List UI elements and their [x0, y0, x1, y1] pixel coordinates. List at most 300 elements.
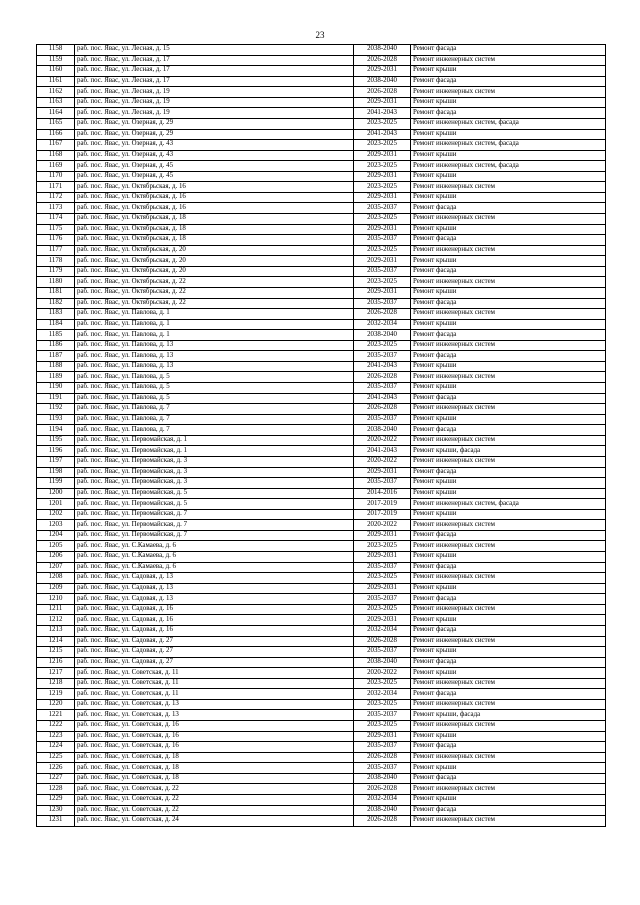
row-number-cell: 1185 [37, 330, 75, 341]
address-cell: раб. пос. Явас, ул. Октябрьская, д. 20 [75, 256, 354, 267]
period-cell: 2029-2031 [354, 552, 411, 563]
table-row [37, 763, 606, 774]
row-number-cell: 1224 [37, 742, 75, 753]
period-cell: 2023-2025 [354, 182, 411, 193]
period-cell: 2023-2025 [354, 245, 411, 256]
address-cell: раб. пос. Явас, ул. Первомайская, д. 7 [75, 530, 354, 541]
period-cell: 2023-2025 [354, 161, 411, 172]
address-cell: раб. пос. Явас, ул. Озерная, д. 45 [75, 161, 354, 172]
period-cell: 2026-2028 [354, 404, 411, 415]
table-row [37, 340, 606, 351]
row-number-cell: 1197 [37, 456, 75, 467]
table-row [37, 552, 606, 563]
address-cell: раб. пос. Явас, ул. Советская, д. 11 [75, 668, 354, 679]
work-type-cell: Ремонт инженерных систем [411, 604, 606, 615]
row-number-cell: 1228 [37, 784, 75, 795]
table-row [37, 118, 606, 129]
period-cell: 2023-2025 [354, 721, 411, 732]
address-cell: раб. пос. Явас, ул. Первомайская, д. 3 [75, 467, 354, 478]
work-type-cell: Ремонт крыши [411, 97, 606, 108]
work-type-cell: Ремонт крыши [411, 668, 606, 679]
row-number-cell: 1181 [37, 287, 75, 298]
row-number-cell: 1208 [37, 573, 75, 584]
address-cell: раб. пос. Явас, ул. Первомайская, д. 1 [75, 446, 354, 457]
table-row [37, 594, 606, 605]
address-cell: раб. пос. Явас, ул. Советская, д. 11 [75, 689, 354, 700]
period-cell: 2035-2037 [354, 383, 411, 394]
work-type-cell: Ремонт фасада [411, 330, 606, 341]
row-number-cell: 1168 [37, 150, 75, 161]
work-type-cell: Ремонт инженерных систем [411, 309, 606, 320]
table-row [37, 467, 606, 478]
work-type-cell: Ремонт крыши [411, 66, 606, 77]
table-row [37, 784, 606, 795]
table-row [37, 192, 606, 203]
work-type-cell: Ремонт инженерных систем [411, 573, 606, 584]
period-cell: 2023-2025 [354, 140, 411, 151]
table-row [37, 668, 606, 679]
work-type-cell: Ремонт инженерных систем [411, 541, 606, 552]
work-type-cell: Ремонт крыши [411, 583, 606, 594]
work-type-cell: Ремонт инженерных систем, фасада [411, 161, 606, 172]
row-number-cell: 1231 [37, 816, 75, 827]
row-number-cell: 1221 [37, 710, 75, 721]
address-cell: раб. пос. Явас, ул. Садовая, д. 27 [75, 657, 354, 668]
row-number-cell: 1189 [37, 372, 75, 383]
row-number-cell: 1162 [37, 87, 75, 98]
period-cell: 2029-2031 [354, 530, 411, 541]
work-type-cell: Ремонт инженерных систем [411, 372, 606, 383]
period-cell: 2032-2034 [354, 794, 411, 805]
work-type-cell: Ремонт крыши [411, 192, 606, 203]
address-cell: раб. пос. Явас, ул. Озерная, д. 45 [75, 171, 354, 182]
row-number-cell: 1220 [37, 699, 75, 710]
period-cell: 2029-2031 [354, 467, 411, 478]
work-type-cell: Ремонт фасада [411, 467, 606, 478]
row-number-cell: 1206 [37, 552, 75, 563]
period-cell: 2023-2025 [354, 573, 411, 584]
period-cell: 2035-2037 [354, 414, 411, 425]
address-cell: раб. пос. Явас, ул. Садовая, д. 27 [75, 636, 354, 647]
address-cell: раб. пос. Явас, ул. Советская, д. 22 [75, 784, 354, 795]
address-cell: раб. пос. Явас, ул. Первомайская, д. 1 [75, 435, 354, 446]
period-cell: 2032-2034 [354, 689, 411, 700]
period-cell: 2017-2019 [354, 499, 411, 510]
row-number-cell: 1219 [37, 689, 75, 700]
period-cell: 2023-2025 [354, 678, 411, 689]
table-row [37, 752, 606, 763]
row-number-cell: 1180 [37, 277, 75, 288]
row-number-cell: 1190 [37, 383, 75, 394]
address-cell: раб. пос. Явас, ул. Павлова, д. 1 [75, 319, 354, 330]
period-cell: 2035-2037 [354, 478, 411, 489]
period-cell: 2029-2031 [354, 66, 411, 77]
row-number-cell: 1169 [37, 161, 75, 172]
address-cell: раб. пос. Явас, ул. Озерная, д. 43 [75, 150, 354, 161]
work-type-cell: Ремонт крыши [411, 256, 606, 267]
address-cell: раб. пос. Явас, ул. Лесная, д. 19 [75, 108, 354, 119]
work-type-cell: Ремонт крыши [411, 488, 606, 499]
table-row [37, 816, 606, 827]
period-cell: 2035-2037 [354, 203, 411, 214]
row-number-cell: 1182 [37, 298, 75, 309]
address-cell: раб. пос. Явас, ул. Павлова, д. 1 [75, 330, 354, 341]
work-type-cell: Ремонт крыши [411, 794, 606, 805]
row-number-cell: 1164 [37, 108, 75, 119]
table-row [37, 319, 606, 330]
table-row [37, 636, 606, 647]
row-number-cell: 1222 [37, 721, 75, 732]
row-number-cell: 1217 [37, 668, 75, 679]
work-type-cell: Ремонт инженерных систем [411, 520, 606, 531]
table-row [37, 150, 606, 161]
table-row [37, 657, 606, 668]
row-number-cell: 1159 [37, 55, 75, 66]
row-number-cell: 1195 [37, 435, 75, 446]
row-number-cell: 1163 [37, 97, 75, 108]
work-type-cell: Ремонт инженерных систем [411, 721, 606, 732]
work-type-cell: Ремонт крыши [411, 763, 606, 774]
period-cell: 2038-2040 [354, 425, 411, 436]
address-cell: раб. пос. Явас, ул. Павлова, д. 13 [75, 351, 354, 362]
work-type-cell: Ремонт крыши [411, 171, 606, 182]
address-cell: раб. пос. Явас, ул. Октябрьская, д. 20 [75, 266, 354, 277]
table-row [37, 309, 606, 320]
period-cell: 2029-2031 [354, 171, 411, 182]
address-cell: раб. пос. Явас, ул. Павлова, д. 5 [75, 383, 354, 394]
work-type-cell: Ремонт инженерных систем, фасада [411, 499, 606, 510]
period-cell: 2035-2037 [354, 298, 411, 309]
table-row [37, 456, 606, 467]
row-number-cell: 1230 [37, 805, 75, 816]
address-cell: раб. пос. Явас, ул. Октябрьская, д. 22 [75, 287, 354, 298]
period-cell: 2020-2022 [354, 668, 411, 679]
table-row [37, 224, 606, 235]
table-row [37, 742, 606, 753]
work-type-cell: Ремонт инженерных систем [411, 404, 606, 415]
address-cell: раб. пос. Явас, ул. Лесная, д. 19 [75, 97, 354, 108]
work-type-cell: Ремонт крыши, фасада [411, 710, 606, 721]
work-type-cell: Ремонт фасада [411, 76, 606, 87]
table-row [37, 287, 606, 298]
row-number-cell: 1205 [37, 541, 75, 552]
table-row [37, 45, 606, 56]
address-cell: раб. пос. Явас, ул. Первомайская, д. 5 [75, 488, 354, 499]
table-row [37, 647, 606, 658]
table-row [37, 129, 606, 140]
table-row [37, 805, 606, 816]
row-number-cell: 1204 [37, 530, 75, 541]
period-cell: 2035-2037 [354, 763, 411, 774]
table-row [37, 140, 606, 151]
work-type-cell: Ремонт фасада [411, 45, 606, 56]
table-row [37, 530, 606, 541]
period-cell: 2017-2019 [354, 509, 411, 520]
table-row [37, 203, 606, 214]
period-cell: 2029-2031 [354, 583, 411, 594]
period-cell: 2026-2028 [354, 752, 411, 763]
address-cell: раб. пос. Явас, ул. Первомайская, д. 3 [75, 456, 354, 467]
table-row [37, 721, 606, 732]
row-number-cell: 1179 [37, 266, 75, 277]
table-row [37, 214, 606, 225]
period-cell: 2026-2028 [354, 636, 411, 647]
work-type-cell: Ремонт фасада [411, 425, 606, 436]
work-type-cell: Ремонт инженерных систем [411, 245, 606, 256]
period-cell: 2035-2037 [354, 647, 411, 658]
work-type-cell: Ремонт фасада [411, 203, 606, 214]
table-row [37, 520, 606, 531]
table-row [37, 478, 606, 489]
table-row [37, 55, 606, 66]
work-type-cell: Ремонт инженерных систем [411, 435, 606, 446]
work-type-cell: Ремонт инженерных систем [411, 784, 606, 795]
address-cell: раб. пос. Явас, ул. Советская, д. 18 [75, 752, 354, 763]
address-cell: раб. пос. Явас, ул. Садовая, д. 16 [75, 615, 354, 626]
period-cell: 2014-2016 [354, 488, 411, 499]
work-type-cell: Ремонт фасада [411, 689, 606, 700]
row-number-cell: 1199 [37, 478, 75, 489]
address-cell: раб. пос. Явас, ул. Павлова, д. 7 [75, 404, 354, 415]
address-cell: раб. пос. Явас, ул. Лесная, д. 19 [75, 87, 354, 98]
table-row [37, 731, 606, 742]
address-cell: раб. пос. Явас, ул. Садовая, д. 16 [75, 604, 354, 615]
period-cell: 2035-2037 [354, 594, 411, 605]
work-type-cell: Ремонт инженерных систем [411, 456, 606, 467]
table-row [37, 414, 606, 425]
table-row [37, 699, 606, 710]
period-cell: 2029-2031 [354, 615, 411, 626]
work-type-cell: Ремонт крыши [411, 129, 606, 140]
table-row [37, 383, 606, 394]
period-cell: 2029-2031 [354, 97, 411, 108]
row-number-cell: 1174 [37, 214, 75, 225]
work-type-cell: Ремонт крыши, фасада [411, 446, 606, 457]
row-number-cell: 1200 [37, 488, 75, 499]
address-cell: раб. пос. Явас, ул. Павлова, д. 1 [75, 309, 354, 320]
work-type-cell: Ремонт инженерных систем [411, 636, 606, 647]
work-type-cell: Ремонт фасада [411, 773, 606, 784]
period-cell: 2038-2040 [354, 45, 411, 56]
work-type-cell: Ремонт фасада [411, 805, 606, 816]
period-cell: 2041-2043 [354, 108, 411, 119]
work-type-cell: Ремонт крыши [411, 383, 606, 394]
address-cell: раб. пос. Явас, ул. Первомайская, д. 7 [75, 520, 354, 531]
table-row [37, 171, 606, 182]
address-cell: раб. пос. Явас, ул. Советская, д. 13 [75, 699, 354, 710]
address-cell: раб. пос. Явас, ул. Лесная, д. 17 [75, 76, 354, 87]
period-cell: 2032-2034 [354, 625, 411, 636]
address-cell: раб. пос. Явас, ул. Садовая, д. 27 [75, 647, 354, 658]
period-cell: 2041-2043 [354, 129, 411, 140]
address-cell: раб. пос. Явас, ул. Павлова, д. 7 [75, 425, 354, 436]
row-number-cell: 1227 [37, 773, 75, 784]
work-type-cell: Ремонт инженерных систем [411, 699, 606, 710]
table-row [37, 393, 606, 404]
work-type-cell: Ремонт крыши [411, 615, 606, 626]
address-cell: раб. пос. Явас, ул. Советская, д. 16 [75, 721, 354, 732]
address-cell: раб. пос. Явас, ул. Павлова, д. 5 [75, 393, 354, 404]
row-number-cell: 1177 [37, 245, 75, 256]
work-type-cell: Ремонт крыши [411, 478, 606, 489]
period-cell: 2038-2040 [354, 773, 411, 784]
table-row [37, 330, 606, 341]
row-number-cell: 1175 [37, 224, 75, 235]
table-row [37, 298, 606, 309]
address-cell: раб. пос. Явас, ул. Павлова, д. 5 [75, 372, 354, 383]
address-cell: раб. пос. Явас, ул. Советская, д. 11 [75, 678, 354, 689]
row-number-cell: 1191 [37, 393, 75, 404]
row-number-cell: 1167 [37, 140, 75, 151]
work-type-cell: Ремонт фасада [411, 530, 606, 541]
work-type-cell: Ремонт фасада [411, 351, 606, 362]
row-number-cell: 1202 [37, 509, 75, 520]
address-cell: раб. пос. Явас, ул. С.Камаева, д. 6 [75, 541, 354, 552]
address-cell: раб. пос. Явас, ул. Садовая, д. 16 [75, 625, 354, 636]
period-cell: 2029-2031 [354, 192, 411, 203]
work-type-cell: Ремонт фасада [411, 266, 606, 277]
work-type-cell: Ремонт инженерных систем [411, 87, 606, 98]
address-cell: раб. пос. Явас, ул. Советская, д. 18 [75, 773, 354, 784]
table-row [37, 678, 606, 689]
address-cell: раб. пос. Явас, ул. Советская, д. 22 [75, 805, 354, 816]
period-cell: 2029-2031 [354, 287, 411, 298]
table-row [37, 562, 606, 573]
period-cell: 2038-2040 [354, 76, 411, 87]
address-cell: раб. пос. Явас, ул. Октябрьская, д. 16 [75, 192, 354, 203]
row-number-cell: 1186 [37, 340, 75, 351]
table-row [37, 351, 606, 362]
table-row [37, 256, 606, 267]
address-cell: раб. пос. Явас, ул. Советская, д. 18 [75, 763, 354, 774]
address-cell: раб. пос. Явас, ул. Октябрьская, д. 22 [75, 298, 354, 309]
period-cell: 2020-2022 [354, 435, 411, 446]
row-number-cell: 1226 [37, 763, 75, 774]
table-row [37, 235, 606, 246]
row-number-cell: 1198 [37, 467, 75, 478]
work-type-cell: Ремонт инженерных систем [411, 182, 606, 193]
table-row [37, 710, 606, 721]
table-row [37, 372, 606, 383]
period-cell: 2020-2022 [354, 520, 411, 531]
address-cell: раб. пос. Явас, ул. Первомайская, д. 5 [75, 499, 354, 510]
address-cell: раб. пос. Явас, ул. Советская, д. 16 [75, 742, 354, 753]
period-cell: 2026-2028 [354, 816, 411, 827]
row-number-cell: 1173 [37, 203, 75, 214]
row-number-cell: 1212 [37, 615, 75, 626]
address-cell: раб. пос. Явас, ул. Лесная, д. 17 [75, 66, 354, 77]
period-cell: 2041-2043 [354, 393, 411, 404]
address-cell: раб. пос. Явас, ул. Октябрьская, д. 16 [75, 203, 354, 214]
work-type-cell: Ремонт фасада [411, 594, 606, 605]
address-cell: раб. пос. Явас, ул. Павлова, д. 13 [75, 361, 354, 372]
row-number-cell: 1193 [37, 414, 75, 425]
address-cell: раб. пос. Явас, ул. Павлова, д. 13 [75, 340, 354, 351]
work-type-cell: Ремонт инженерных систем [411, 752, 606, 763]
work-type-cell: Ремонт крыши [411, 414, 606, 425]
registry-table-body [37, 45, 606, 827]
work-type-cell: Ремонт крыши [411, 224, 606, 235]
table-row [37, 97, 606, 108]
table-row [37, 277, 606, 288]
address-cell: раб. пос. Явас, ул. С.Камаева, д. 6 [75, 562, 354, 573]
row-number-cell: 1170 [37, 171, 75, 182]
address-cell: раб. пос. Явас, ул. С.Камаева, д. 6 [75, 552, 354, 563]
address-cell: раб. пос. Явас, ул. Озерная, д. 29 [75, 129, 354, 140]
address-cell: раб. пос. Явас, ул. Лесная, д. 17 [75, 55, 354, 66]
work-type-cell: Ремонт фасада [411, 235, 606, 246]
table-row [37, 87, 606, 98]
period-cell: 2035-2037 [354, 562, 411, 573]
table-row [37, 615, 606, 626]
period-cell: 2023-2025 [354, 118, 411, 129]
row-number-cell: 1209 [37, 583, 75, 594]
period-cell: 2035-2037 [354, 742, 411, 753]
table-row [37, 66, 606, 77]
period-cell: 2038-2040 [354, 805, 411, 816]
period-cell: 2029-2031 [354, 256, 411, 267]
work-type-cell: Ремонт крыши [411, 647, 606, 658]
address-cell: раб. пос. Явас, ул. Первомайская, д. 3 [75, 478, 354, 489]
period-cell: 2038-2040 [354, 330, 411, 341]
work-type-cell: Ремонт крыши [411, 287, 606, 298]
address-cell: раб. пос. Явас, ул. Советская, д. 24 [75, 816, 354, 827]
work-type-cell: Ремонт инженерных систем [411, 340, 606, 351]
period-cell: 2026-2028 [354, 309, 411, 320]
period-cell: 2035-2037 [354, 235, 411, 246]
row-number-cell: 1215 [37, 647, 75, 658]
row-number-cell: 1158 [37, 45, 75, 56]
table-row [37, 404, 606, 415]
work-type-cell: Ремонт фасада [411, 625, 606, 636]
work-type-cell: Ремонт крыши [411, 361, 606, 372]
period-cell: 2023-2025 [354, 541, 411, 552]
period-cell: 2029-2031 [354, 224, 411, 235]
row-number-cell: 1184 [37, 319, 75, 330]
period-cell: 2035-2037 [354, 266, 411, 277]
table-row [37, 773, 606, 784]
period-cell: 2035-2037 [354, 351, 411, 362]
period-cell: 2023-2025 [354, 604, 411, 615]
row-number-cell: 1176 [37, 235, 75, 246]
table-row [37, 76, 606, 87]
address-cell: раб. пос. Явас, ул. Октябрьская, д. 18 [75, 214, 354, 225]
period-cell: 2026-2028 [354, 784, 411, 795]
work-type-cell: Ремонт фасада [411, 742, 606, 753]
page-number: 23 [315, 30, 325, 40]
table-row [37, 509, 606, 520]
period-cell: 2035-2037 [354, 710, 411, 721]
row-number-cell: 1183 [37, 309, 75, 320]
period-cell: 2026-2028 [354, 372, 411, 383]
work-type-cell: Ремонт крыши [411, 731, 606, 742]
row-number-cell: 1196 [37, 446, 75, 457]
address-cell: раб. пос. Явас, ул. Павлова, д. 7 [75, 414, 354, 425]
period-cell: 2029-2031 [354, 731, 411, 742]
address-cell: раб. пос. Явас, ул. Октябрьская, д. 18 [75, 224, 354, 235]
address-cell: раб. пос. Явас, ул. Лесная, д. 15 [75, 45, 354, 56]
work-type-cell: Ремонт фасада [411, 393, 606, 404]
row-number-cell: 1216 [37, 657, 75, 668]
period-cell: 2032-2034 [354, 319, 411, 330]
table-row [37, 425, 606, 436]
period-cell: 2041-2043 [354, 446, 411, 457]
row-number-cell: 1160 [37, 66, 75, 77]
work-type-cell: Ремонт инженерных систем [411, 678, 606, 689]
work-type-cell: Ремонт инженерных систем [411, 277, 606, 288]
period-cell: 2038-2040 [354, 657, 411, 668]
work-type-cell: Ремонт фасада [411, 562, 606, 573]
